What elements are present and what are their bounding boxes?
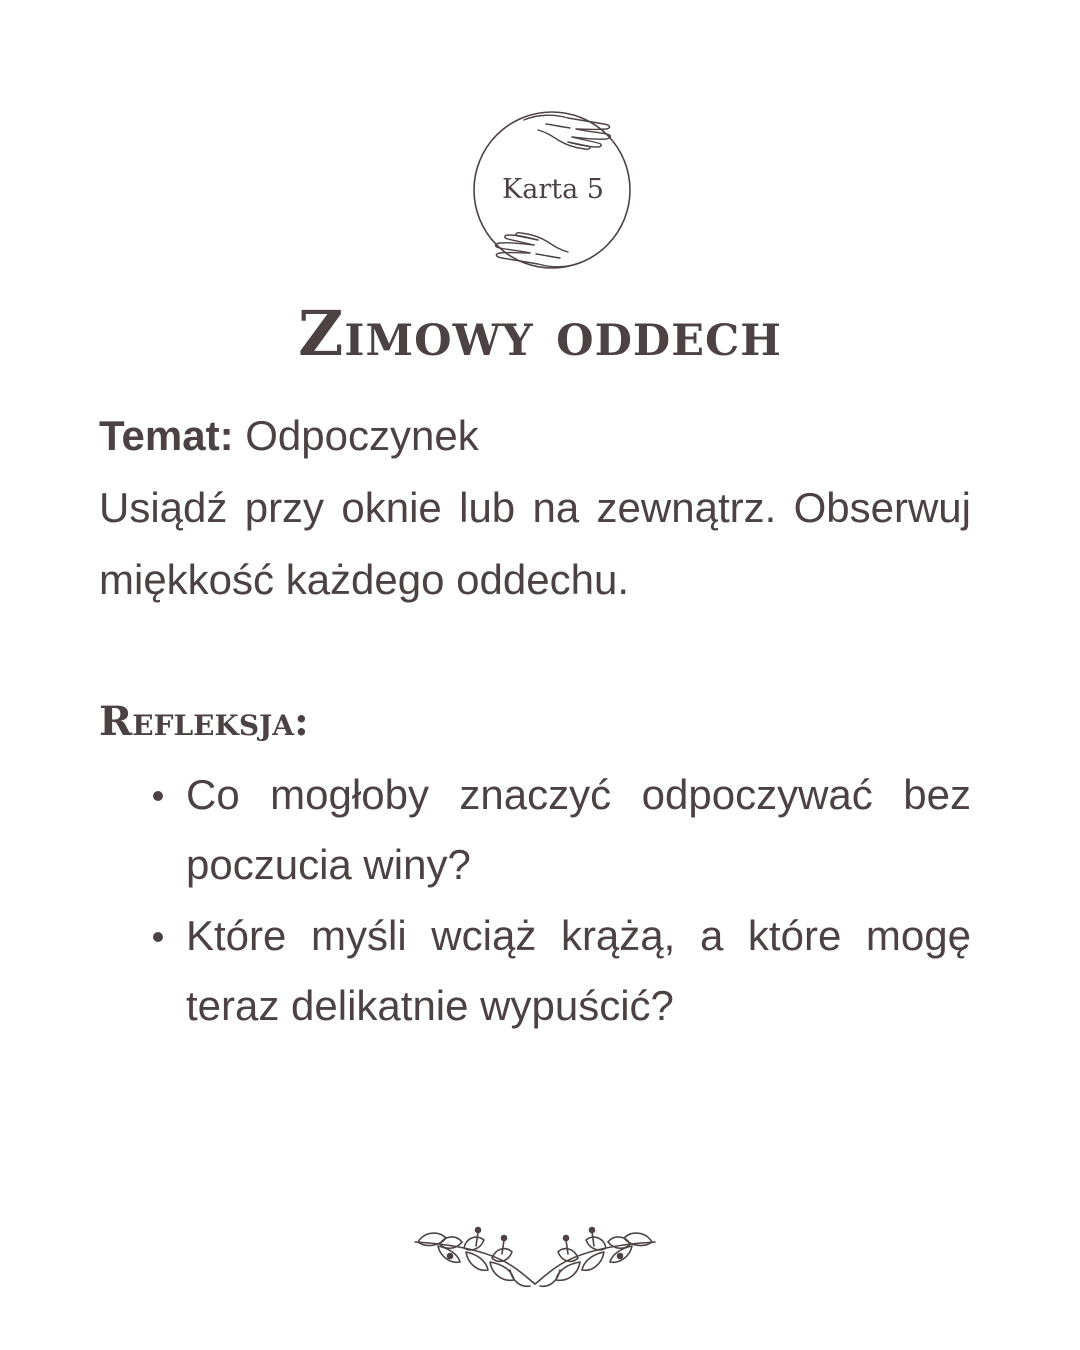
list-item xyxy=(186,760,971,900)
topic-line xyxy=(99,400,971,472)
bullet-icon xyxy=(153,932,163,942)
page-title: Zimowy oddech xyxy=(298,297,782,370)
card-emblem xyxy=(472,110,634,272)
card-number-label: Karta 5 xyxy=(502,174,604,205)
divider-ornament xyxy=(410,1220,660,1300)
topic-value: Odpoczynek xyxy=(245,412,479,459)
bullet-icon xyxy=(153,791,163,801)
reflection-questions xyxy=(186,760,971,1042)
question-text: Co mogłoby znaczyć odpoczywać bez poczucia winy? xyxy=(186,771,971,888)
topic-key: Temat: xyxy=(99,412,234,459)
reflection-heading: Refleksja: xyxy=(99,698,309,745)
list-item xyxy=(186,901,971,1041)
instruction-text: Usiądź przy oknie lub na zewnątrz. Obserwuj miękkość każdego oddechu. xyxy=(99,484,971,603)
question-text: Które myśli wciąż krążą, a które mogę teraz delikatnie wypuścić? xyxy=(186,912,971,1029)
card-content xyxy=(99,400,971,616)
laurel-branches-icon xyxy=(410,1220,660,1300)
